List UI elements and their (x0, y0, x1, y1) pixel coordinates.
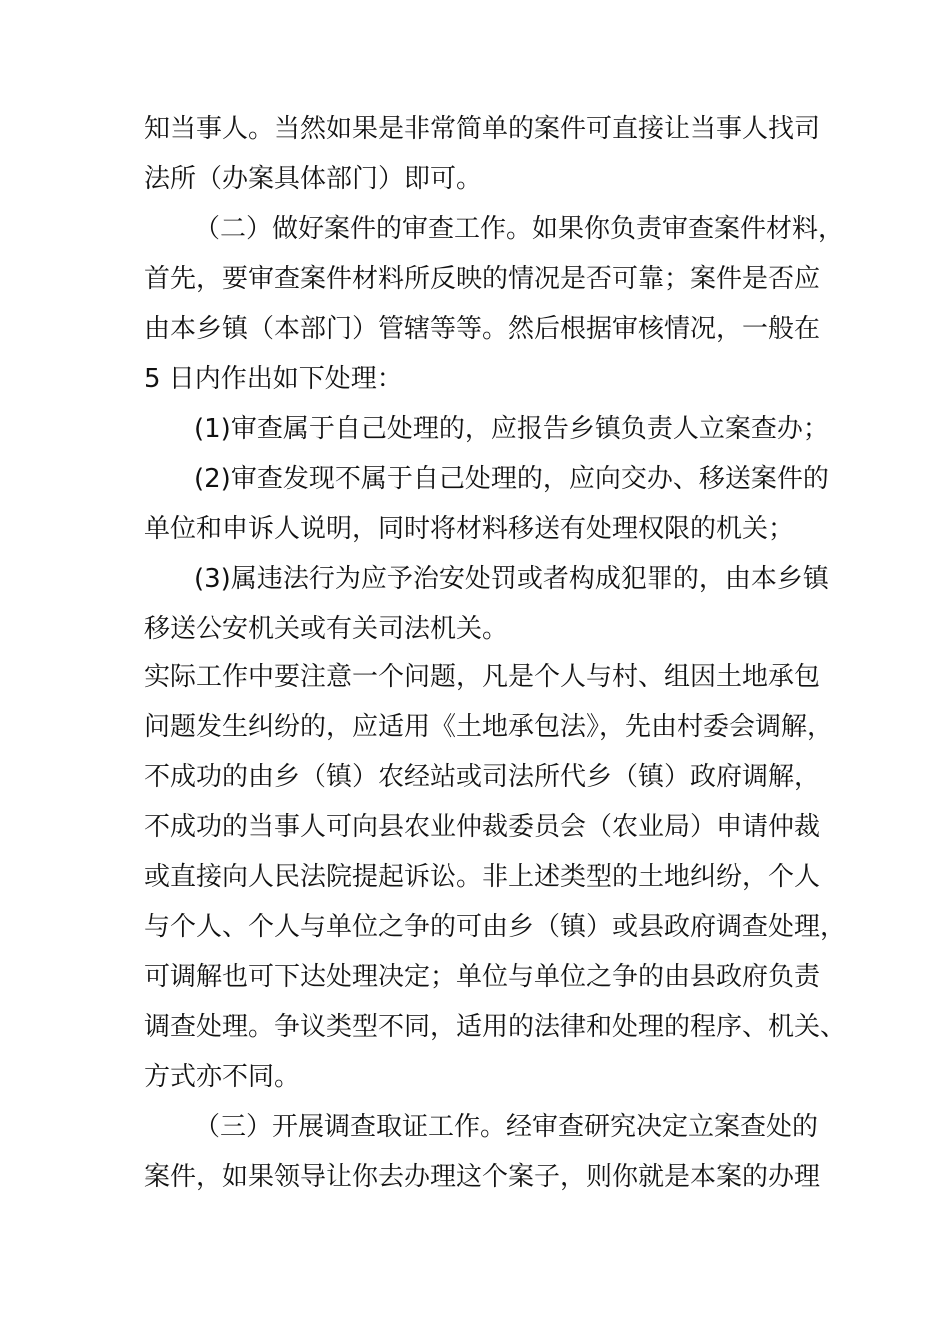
paragraph-note: 实际工作中要注意一个问题，凡是个人与村、组因土地承包 (144, 662, 821, 692)
list-item-2: (2)审查发现不属于自己处理的，应向交办、移送案件的 (194, 464, 829, 494)
text-line: 可调解也可下达处理决定；单位与单位之争的由县政府负责 (144, 962, 821, 992)
text-line: 单位和申诉人说明，同时将材料移送有处理权限的机关； (144, 514, 795, 544)
text-line: 由本乡镇（本部门）管辖等等。然后根据审核情况，一般在 (144, 314, 821, 344)
text-line: 法所（办案具体部门）即可。 (144, 164, 483, 194)
text-line: 移送公安机关或有关司法机关。 (144, 614, 509, 644)
text-line: 问题发生纠纷的，应适用《土地承包法》，先由村委会调解， (144, 712, 834, 742)
list-item-3: (3)属违法行为应予治安处罚或者构成犯罪的，由本乡镇 (194, 564, 829, 594)
section-heading-3: （三）开展调查取证工作。经审查研究决定立案查处的 (194, 1112, 819, 1142)
section-heading-2: （二）做好案件的审查工作。如果你负责审查案件材料， (194, 214, 845, 244)
text-line: 与个人、个人与单位之争的可由乡（镇）或县政府调查处理， (144, 912, 847, 942)
text-line: 调查处理。争议类型不同，适用的法律和处理的程序、机关、 (144, 1012, 847, 1042)
text-line: 不成功的由乡（镇）农经站或司法所代乡（镇）政府调解， (144, 762, 821, 792)
text-line: 方式亦不同。 (144, 1062, 301, 1092)
text-line: 不成功的当事人可向县农业仲裁委员会（农业局）申请仲裁 (144, 812, 821, 842)
list-item-1: (1)审查属于自己处理的，应报告乡镇负责人立案查办； (194, 414, 829, 444)
text-line: 案件，如果领导让你去办理这个案子，则你就是本案的办理 (144, 1162, 821, 1192)
text-line: 5 日内作出如下处理： (144, 364, 403, 394)
text-line: 首先，要审查案件材料所反映的情况是否可靠；案件是否应 (144, 264, 821, 294)
text-line: 知当事人。当然如果是非常简单的案件可直接让当事人找司 (144, 114, 821, 144)
text-line: 或直接向人民法院提起诉讼。非上述类型的土地纠纷，个人 (144, 862, 821, 892)
